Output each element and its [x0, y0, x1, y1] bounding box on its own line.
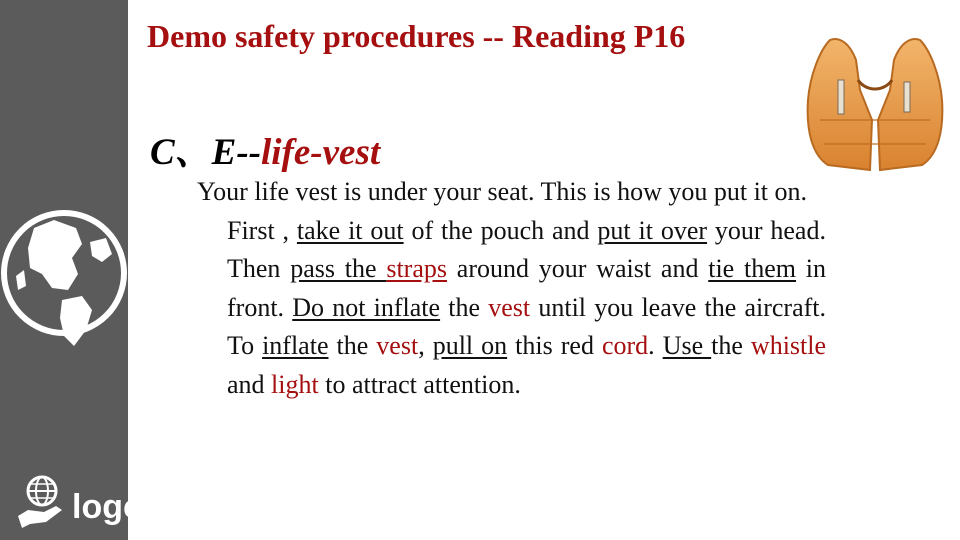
passage-segment: Use	[662, 331, 712, 361]
passage-segment: this red	[507, 331, 602, 361]
passage-segment: ,	[418, 331, 433, 361]
logo-hand-globe-icon	[16, 474, 68, 530]
paragraph-2	[149, 212, 826, 405]
passage-segment: cord	[601, 331, 649, 361]
passage-segment: of the pouch and	[403, 215, 598, 245]
paragraph-1: Your life vest is under your seat. This is how you put it on.	[197, 177, 808, 206]
passage-segment: the	[711, 331, 751, 361]
passage-segment: tie them	[708, 254, 796, 284]
sidebar	[0, 0, 144, 540]
passage-segment: whistle	[750, 331, 827, 361]
page-title: Demo safety procedures -- Reading P16	[147, 18, 686, 54]
globe-icon	[2, 158, 126, 388]
heading-topic: life-vest	[261, 132, 381, 173]
section-heading	[150, 130, 380, 176]
heading-prefix: C、E--	[150, 132, 261, 173]
passage-segment: and	[227, 369, 272, 399]
passage-segment: around your waist and	[447, 254, 709, 284]
passage-segment: vest	[376, 331, 419, 361]
passage-segment: pass the	[290, 254, 387, 284]
passage-segment: straps	[386, 254, 448, 284]
logo-text: logo	[72, 488, 144, 526]
passage-segment: take it out	[296, 215, 404, 245]
passage-segment: inflate	[262, 331, 329, 361]
reading-passage	[149, 173, 826, 405]
passage-segment: First ,	[227, 215, 297, 245]
passage-segment: .	[648, 331, 663, 361]
passage-segment: Do not inflate	[292, 292, 441, 322]
passage-segment: your head. Then	[227, 215, 826, 284]
passage-segment: in front.	[227, 254, 827, 322]
passage-segment: light	[271, 369, 319, 399]
passage-segment: the	[328, 331, 377, 361]
passage-segment: the	[440, 292, 489, 322]
passage-segment: vest	[488, 292, 531, 322]
life-vest-image	[800, 20, 950, 180]
passage-segment: to attract attention.	[318, 369, 521, 399]
passage-segment: pull on	[432, 331, 508, 361]
passage-segment: put it over	[597, 215, 708, 245]
passage-segment: until you leave the aircraft. To	[227, 292, 827, 361]
